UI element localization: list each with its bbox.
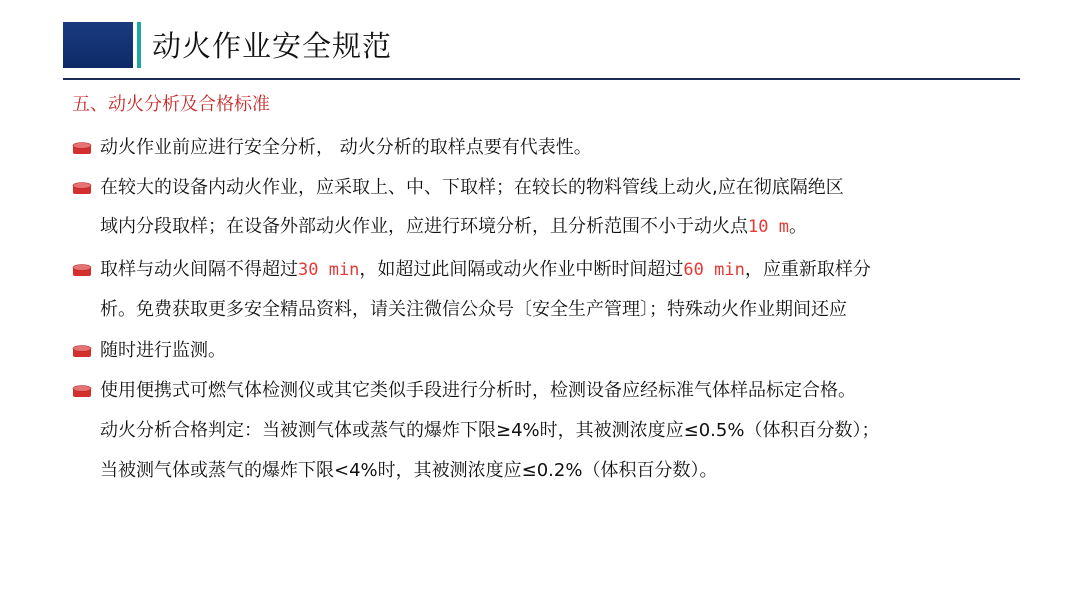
red-cylinder-icon — [72, 345, 92, 359]
section-heading: 五、动火分析及合格标准 — [72, 94, 270, 115]
bullet-3-line-1 — [100, 257, 871, 283]
distance-value: 10 m — [748, 217, 789, 237]
bullet-4-line-1: 随时进行监测。 — [100, 340, 226, 361]
page-title: 动火作业安全规范 — [152, 29, 393, 63]
bullet-2-line-2-text-b: 。 — [788, 216, 807, 237]
red-cylinder-icon — [72, 264, 92, 278]
header-divider — [63, 78, 1020, 80]
header-accent-bar — [137, 22, 141, 68]
interruption-value: 60 min — [683, 260, 745, 280]
bullet-3-line-1-text-b: ，如超过此间隔或动火作业中断时间超过 — [359, 259, 684, 280]
bullet-3-line-1-text-c: ，应重新取样分 — [744, 259, 871, 280]
bullet-1-line-1: 动火作业前应进行安全分析， 动火分析的取样点要有代表性。 — [100, 137, 592, 158]
bullet-5-line-3: 当被测气体或蒸气的爆炸下限<4%时，其被测浓度应≤0.2%（体积百分数）。 — [100, 460, 718, 481]
interval-value: 30 min — [298, 260, 360, 280]
bullet-5-line-2: 动火分析合格判定：当被测气体或蒸气的爆炸下限≥4%时，其被测浓度应≤0.5%（体积百分数）； — [100, 420, 880, 441]
bullet-2-line-1: 在较大的设备内动火作业，应采取上、中、下取样；在较长的物料管线上动火,应在彻底隔绝区 — [100, 177, 844, 198]
bullet-3-line-2: 析。免费获取更多安全精品资料，请关注微信公众号〔安全生产管理〕；特殊动火作业期间还应 — [100, 299, 847, 320]
bullet-2-line-2-text-a: 域内分段取样；在设备外部动火作业，应进行环境分析，且分析范围不小于动火点 — [100, 216, 748, 237]
red-cylinder-icon — [72, 142, 92, 156]
red-cylinder-icon — [72, 385, 92, 399]
bullet-5-line-1: 使用便携式可燃气体检测仪或其它类似手段进行分析时，检测设备应经标准气体样品标定合格。 — [100, 380, 856, 401]
header-blue-block — [63, 22, 133, 68]
bullet-2-line-2 — [100, 214, 807, 240]
red-cylinder-icon — [72, 182, 92, 196]
bullet-3-line-1-text-a: 取样与动火间隔不得超过 — [100, 259, 298, 280]
